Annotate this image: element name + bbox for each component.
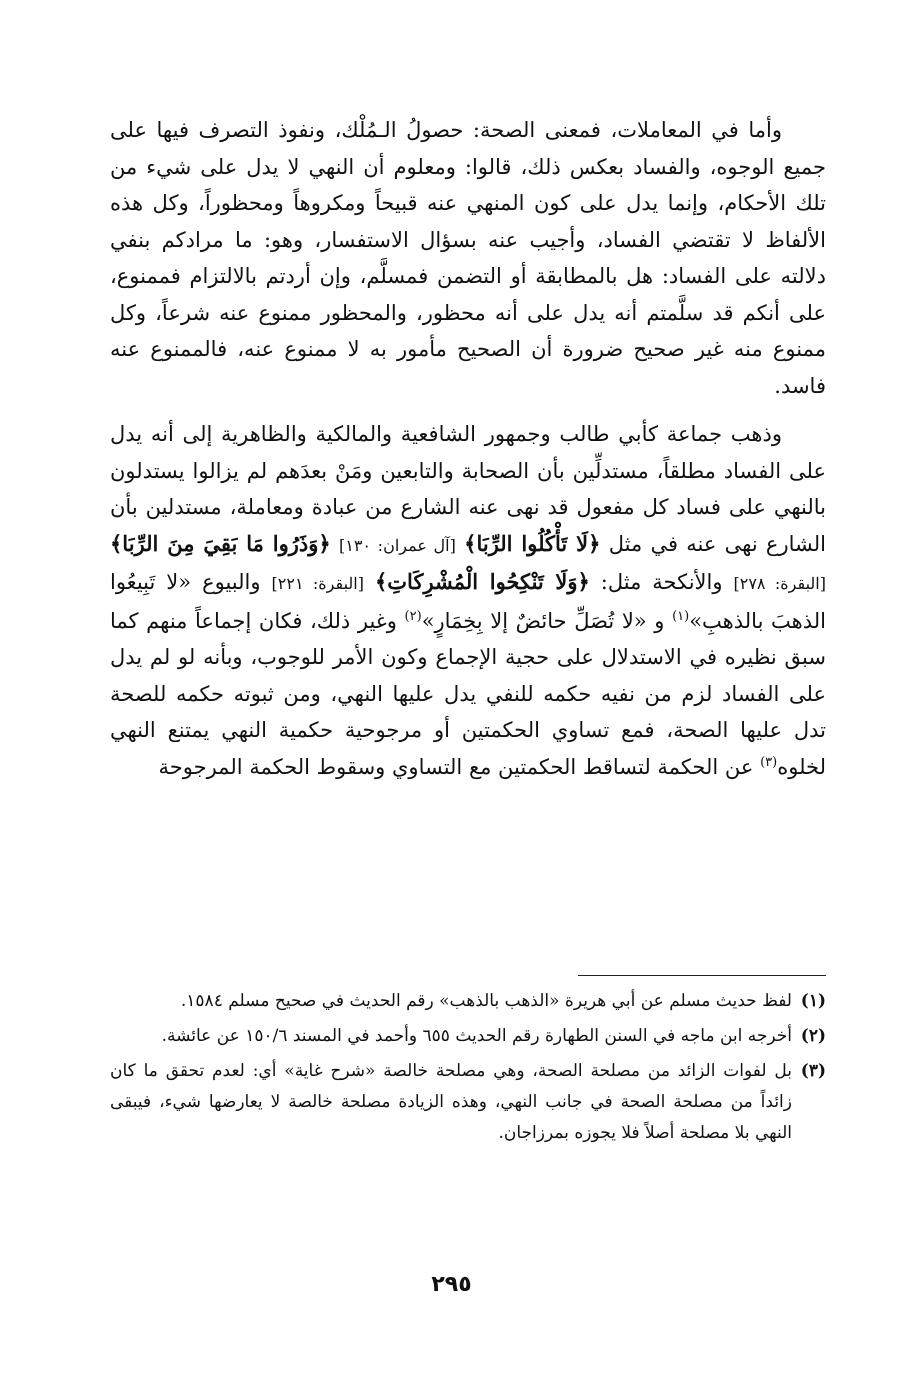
footnote-2 [110, 1021, 826, 1052]
quran-ref-2: [البقرة: ٢٧٨] [733, 574, 826, 593]
footnote-text: أخرجه ابن ماجه في السنن الطهارة رقم الحديث ٦٥٥ وأحمد في المسند ١٥٠/٦ عن عائشة. [161, 1026, 792, 1046]
footnote-marker-1: (١) [672, 608, 690, 624]
main-text [110, 112, 826, 785]
footnote-number: (٢) [800, 1026, 826, 1046]
paragraph-2-text-5: وغير ذلك، فكان إجماعاً منهم كما سبق نظيره في الاستدلال على حجية الإجماع وكون الأمر للوجوب، وبأنه لو لم يدل على الفساد لزم من نفيه حكمه للنفي يدل عليها النهي، ومن ثبوته حكمه للصحة تدل عليها الصحة، فمع تساوي الحكمتين أو مرجوحية حكمية النهي يمتنع النهي لخلوه [110, 608, 826, 779]
footnote-number: (٣) [800, 1061, 826, 1081]
paragraph-1: وأما في المعاملات، فمعنى الصحة: حصولُ الـمُلْك، ونفوذ التصرف فيها على جميع الوجوه، والفساد بعكس ذلك، قالوا: ومعلوم أن النهي لا يدل على شيء من تلك الأحكام، وإنما يدل على كون المنهي عنه قبيحاً ومكروهاً ومحظوراً، وكل هذه الألفاظ لا تقتضي الفساد، وأجيب عنه بسؤال الاستفسار، وهو: ما مرادكم بنفي دلالته على الفساد: هل بالمطابقة أو التضمن فمسلَّم، وإن أردتم بالالتزام فممنوع، على أنكم قد سلَّمتم أنه يدل على أنه محظور، والمحظور ممنوع عنه شرعاً، وكل ممنوع منه غير صحيح ضرورة أن الصحيح مأمور به لا ممنوع عنه، فالممنوع عنه فاسد. [110, 118, 826, 398]
quran-quote-1: ﴿لَا تَأْكُلُوا الرِّبَا﴾ [464, 530, 601, 556]
paragraph-2-text-6: عن الحكمة لتساقط الحكمتين مع التساوي وسقوط الحكمة المرجوحة [158, 754, 754, 779]
paragraph-2-text-4: و «لا تُصَلِّ حائضٌ إلا بِخِمَارٍ» [421, 608, 665, 633]
footnote-text: بل لفوات الزائد من مصلحة الصحة، وهي مصلحة خالصة «شرح غاية» أي: لعدم تحقق ما كان زائداً من مصلحة الصحة في جانب النهي، وهذه الزيادة مصلحة خالصة لا يعارضها شيء، فيبقى النهي بلا مصلحة أصلاً فلا يجوزه بمرزاجان. [110, 1061, 792, 1143]
footnote-divider [578, 975, 826, 976]
footnote-1 [110, 986, 826, 1017]
paragraph-2 [110, 416, 826, 785]
paragraph-2-text-2: والأنكحة مثل: [600, 570, 723, 594]
footnote-marker-2: (٢) [404, 608, 422, 624]
quran-ref-1: [آل عمران: ١٣٠] [338, 535, 456, 555]
quran-quote-2: ﴿وَذَرُوا مَا بَقِيَ مِنَ الرِّبَا﴾ [110, 530, 331, 556]
quran-quote-3: ﴿وَلَا تَنْكِحُوا الْمُشْرِكَاتِ﴾ [374, 569, 590, 594]
paragraph-2-text-3: والبيوع «لا تَبِيعُوا الذهبَ بالذهبِ» [110, 570, 826, 633]
footnote-number: (١) [800, 991, 826, 1011]
footnotes [110, 986, 826, 1153]
quran-ref-3: [البقرة: ٢٢١] [271, 574, 364, 593]
paragraph-2-text-1: وذهب جماعة كأبي طالب وجمهور الشافعية والمالكية والظاهرية إلى أنه يدل على الفساد مطلقاً، مستدلِّين بأن الصحابة والتابعين ومَنْ بعدَهم لم يزالوا يستدلون بالنهي على فساد كل مفعول قد نهى عنه الشارع من عبادة ومعاملة، مستدلين بأن الشارع نهى عنه في مثل [110, 422, 826, 556]
footnote-3 [110, 1056, 826, 1149]
footnote-marker-3: (٣) [760, 754, 778, 770]
footnote-text: لفظ حديث مسلم عن أبي هريرة «الذهب بالذهب» رقم الحديث في صحيح مسلم ١٥٨٤. [180, 991, 792, 1011]
page-number: ٢٩٥ [431, 1272, 472, 1297]
